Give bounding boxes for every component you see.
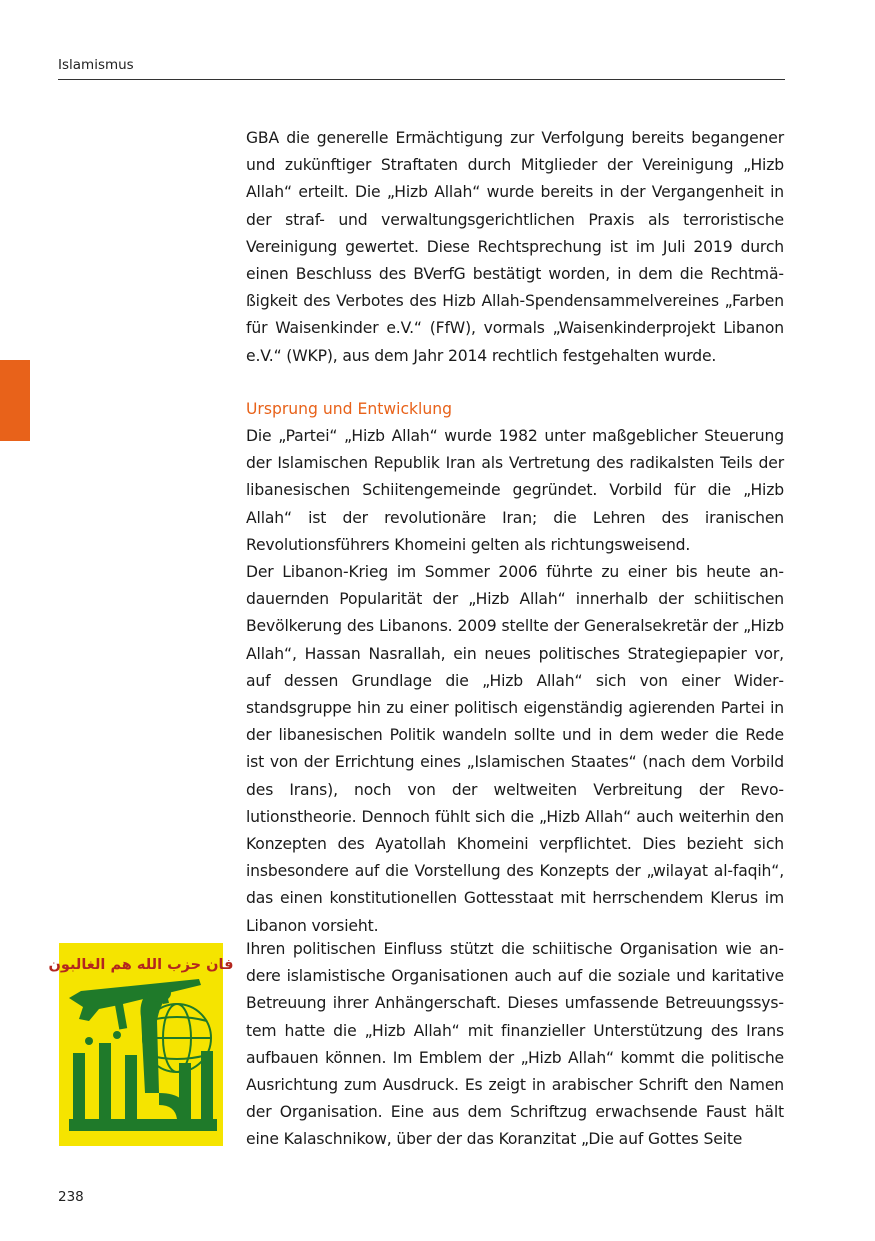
body-paragraph-1: GBA die generelle Ermächtigung zur Verfolgung bereits begangener und zukünftiger Straftaten durch Mitglieder der Vereinigung „Hizb Allah“ erteilt. Die „Hizb Allah“ wurde bereits in der Vergangenheit in der straf- und verwaltungsgerichtlichen Praxis als terroristische Vereinigung gewertet. Diese Rechtsprechung ist im Juli 2019 durch einen Beschluss des BVerfG bestätigt worden, in dem die Rechtmäßigkeit des Verbotes des Hizb Allah-Spendensammelvereines „Farben für Waisenkinder e.V.“ (FfW), vormals „Waisenkinderprojekt Libanon e.V.“ (WKP), aus dem Jahr 2014 rechtlich festgehalten wurde. (246, 129, 784, 365)
chapter-edge-tab (0, 360, 30, 441)
body-paragraph-4: Ihren politischen Einfluss stützt die schiitische Organisation wie andere islamistische Organisationen auch auf die soziale und karitative Betreuung ihrer Anhängerschaft. Dieses umfassende Betreuungssystem hatte die „Hizb Allah“ mit finanzieller Unterstützung des Irans aufbauen können. Im Emblem der „Hizb Allah“ kommt die politische Ausrichtung zum Ausdruck. Es zeigt in arabischer Schrift den Namen der Organisation. Eine aus dem Schriftzug erwachsende Faust hält eine Kalaschnikow, über der das Koranzitat „Die auf Gottes Seite (246, 940, 784, 1149)
body-paragraph-2: Die „Partei“ „Hizb Allah“ wurde 1982 unter maßgeblicher Steuerung der Islamischen Republik Iran als Vertretung des radikalsten Teils der libanesischen Schiitengemeinde gegründet. Vorbild für die „Hizb Allah“ ist der revolutionäre Iran; die Lehren des iranischen Revolutionsführers Khomeini gelten als richtungsweisend. (246, 427, 784, 554)
body-paragraph-3: Der Libanon-Krieg im Sommer 2006 führte zu einer bis heute andauernden Popularität der „Hizb Allah“ innerhalb der schiitischen Bevölkerung des Libanons. 2009 stellte der Generalsekretär der „Hizb Allah“, Hassan Nasrallah, ein neues politisches Strategiepapier vor, auf dessen Grundlage die „Hizb Allah“ sich von einer Widerstandsgruppe hin zu einer politisch eigenständig agierenden Partei in der libanesischen Politik wandeln sollte und in dem weder die Rede ist von der Errichtung eines „Islamischen Staates“ (nach dem Vorbild des Irans), noch von der weltweiten Verbreitung der Revolutionstheorie. Dennoch fühlt sich die „Hizb Allah“ auch weiterhin den Konzepten des Ayatollah Khomeini verpflichtet. Dies bezieht sich insbesondere auf die Vorstellung des Konzepts der „wilayat al-faqih“, das einen konstitutionellen Gottesstaat mit herrschendem Klerus im Libanon vorsieht. (246, 563, 784, 935)
header-rule (58, 79, 785, 80)
hizb-allah-emblem-icon (48, 943, 234, 1146)
page-number: 238 (58, 1189, 84, 1205)
section-heading: Ursprung und Entwicklung (246, 400, 453, 418)
running-header: Islamismus (58, 57, 134, 73)
emblem-caption: فان حزب الله هم الغالبون (48, 957, 234, 973)
